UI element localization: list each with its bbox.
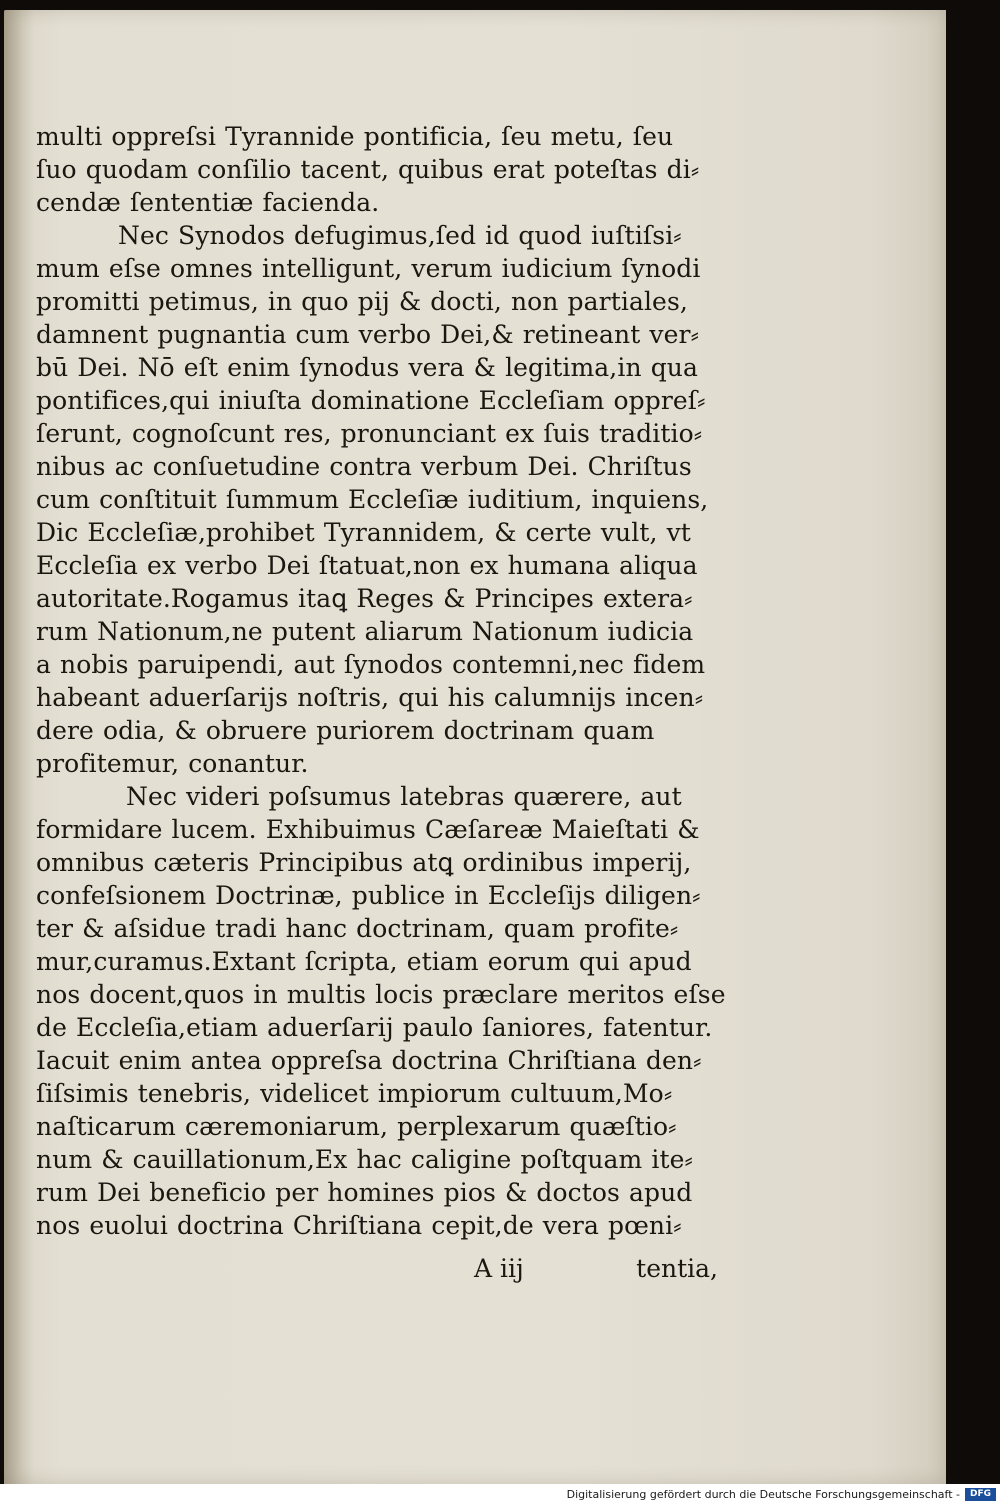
text-line: cum conſtituit ſummum Eccleſiæ iuditium, inquiens, [36, 485, 709, 514]
signature-mark: A iij [474, 1254, 524, 1283]
text-line: cendæ ſententiæ facienda. [36, 188, 380, 217]
paragraph-start-line: Nec Synodos defugimus,ſed id quod iuſtiſsi⸗ [118, 221, 682, 250]
text-line: habeant aduerſarijs noſtris, qui his calumnijs incen⸗ [36, 683, 704, 712]
text-line: ter & aſsidue tradi hanc doctrinam, quam profite⸗ [36, 914, 679, 943]
text-line: Dic Eccleſiæ,prohibet Tyrannidem, & certe vult, vt [36, 518, 691, 547]
text-line: formidare lucem. Exhibuimus Cæſareæ Maieſtati & [36, 815, 700, 844]
page-text-block [36, 120, 736, 1242]
catchword: tentia, [636, 1254, 718, 1283]
funding-credit: Digitalisierung gefördert durch die Deutsche Forschungsgemeinschaft - [566, 1488, 960, 1501]
text-line: bū Dei. Nō eſt enim ſynodus vera & legitima,in qua [36, 353, 699, 382]
text-line: confeſsionem Doctrinæ, publice in Eccleſijs diligen⸗ [36, 881, 701, 910]
text-line: pontifices,qui iniuſta dominatione Eccleſiam oppreſ⸗ [36, 386, 706, 415]
text-line: ſerunt, cognoſcunt res, pronunciant ex ſuis traditio⸗ [36, 419, 703, 448]
text-line: a nobis paruipendi, aut ſynodos contemni,nec fidem [36, 650, 706, 679]
text-line: multi oppreſsi Tyrannide pontificia, ſeu metu, ſeu [36, 122, 674, 151]
page-gutter-shadow [4, 10, 34, 1484]
text-line: ſiſsimis tenebris, videlicet impiorum cultuum,Mo⸗ [36, 1079, 673, 1108]
page-foot [36, 1254, 736, 1287]
text-line: nos euolui doctrina Chriſtiana cepit,de vera pœni⸗ [36, 1211, 682, 1240]
text-line: Eccleſia ex verbo Dei ſtatuat,non ex humana aliqua [36, 551, 698, 580]
text-line: omnibus cæteris Principibus atꝗ ordinibus imperij, [36, 848, 692, 877]
text-line: de Eccleſia,etiam aduerſarij paulo ſaniores, fatentur. [36, 1013, 713, 1042]
text-line: rum Dei beneficio per homines pios & doctos apud [36, 1178, 693, 1207]
text-line: dere odia, & obruere puriorem doctrinam quam [36, 716, 655, 745]
text-line: Iacuit enim antea oppreſsa doctrina Chriſtiana den⸗ [36, 1046, 702, 1075]
paragraph-start-line: Nec videri poſsumus latebras quærere, aut [126, 782, 682, 811]
text-line: autoritate.Rogamus itaꝗ Reges & Principes extera⸗ [36, 584, 693, 613]
text-line: profitemur, conantur. [36, 749, 309, 778]
digitization-footer [0, 1484, 1000, 1506]
text-line: mum eſse omnes intelligunt, verum iudicium ſynodi [36, 254, 701, 283]
text-line: rum Nationum,ne putent aliarum Nationum iudicia [36, 617, 694, 646]
text-line: num & cauillationum,Ex hac caligine poſtquam ite⸗ [36, 1145, 693, 1174]
text-line: promitti petimus, in quo pij & docti, non partiales, [36, 287, 688, 316]
text-line: damnent pugnantia cum verbo Dei,& retineant ver⸗ [36, 320, 699, 349]
book-page [4, 10, 946, 1484]
text-line: ſuo quodam conſilio tacent, quibus erat poteſtas di⸗ [36, 155, 700, 184]
text-line: nos docent,quos in multis locis præclare meritos eſse [36, 980, 726, 1009]
dfg-logo: DFG [965, 1488, 996, 1501]
text-line: naſticarum cæremoniarum, perplexarum quæſtio⸗ [36, 1112, 677, 1141]
text-line: nibus ac conſuetudine contra verbum Dei. Chriſtus [36, 452, 692, 481]
text-line: mur,curamus.Extant ſcripta, etiam eorum qui apud [36, 947, 692, 976]
